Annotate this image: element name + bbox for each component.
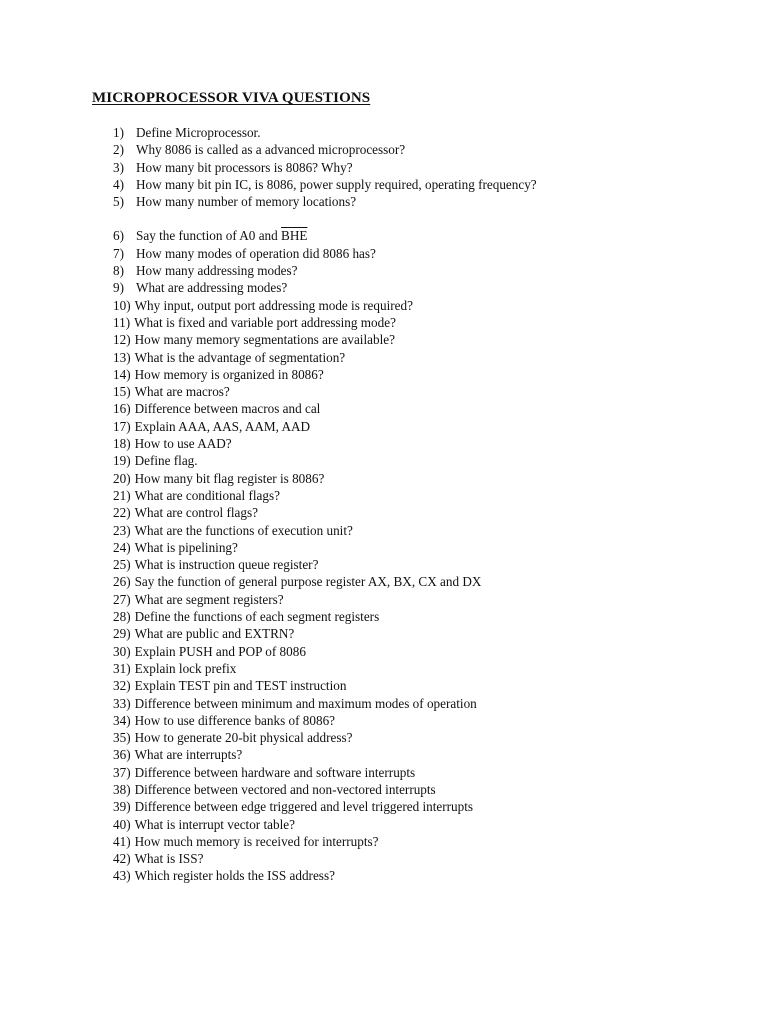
- question-number: 7): [113, 245, 124, 261]
- question-text: Define Microprocessor.: [136, 125, 261, 140]
- question-item: [113, 746, 753, 763]
- question-number: 3): [113, 159, 124, 175]
- question-number: 8): [113, 263, 124, 279]
- question-item: [113, 383, 753, 400]
- question-number: 17): [113, 418, 131, 434]
- question-text: How many bit flag register is 8086?: [134, 470, 325, 486]
- question-text: How memory is organized in 8086?: [134, 366, 324, 382]
- question-text: What are conditional flags?: [134, 487, 280, 503]
- question-list: [113, 124, 753, 885]
- question-item: [113, 435, 753, 452]
- question-item: [113, 677, 753, 694]
- question-text: What is fixed and variable port addressing mode?: [134, 314, 396, 330]
- question-text: Define the functions of each segment registers: [134, 609, 380, 625]
- question-text: Explain TEST pin and TEST instruction: [134, 678, 347, 694]
- question-number: 18): [113, 436, 131, 452]
- question-text: Define flag.: [134, 453, 198, 469]
- question-item: [113, 522, 753, 539]
- question-text: Which register holds the ISS address?: [134, 868, 335, 884]
- question-text: What is ISS?: [134, 851, 204, 867]
- question-number: 6): [113, 228, 124, 244]
- question-number: 30): [113, 643, 131, 659]
- question-text: Difference between macros and cal: [134, 401, 321, 417]
- question-item: [113, 366, 753, 383]
- question-number: 4): [113, 176, 124, 192]
- question-text: How to generate 20-bit physical address?: [134, 730, 353, 746]
- question-number: 27): [113, 591, 131, 607]
- question-item: [113, 452, 753, 469]
- question-text: Explain AAA, AAS, AAM, AAD: [134, 418, 311, 434]
- question-item: [113, 349, 753, 366]
- question-text: What are macros?: [134, 384, 230, 400]
- question-item: [113, 297, 753, 314]
- question-number: 36): [113, 747, 131, 763]
- question-item: [113, 487, 753, 504]
- question-item: [113, 625, 753, 642]
- question-number: 26): [113, 574, 131, 590]
- question-number: 42): [113, 851, 131, 867]
- question-text: [136, 228, 307, 243]
- question-number: 37): [113, 764, 131, 780]
- question-number: 15): [113, 384, 131, 400]
- question-text: Say the function of general purpose register AX, BX, CX and DX: [134, 574, 482, 590]
- question-item: [113, 159, 753, 176]
- question-text: How many bit pin IC, is 8086, power supply required, operating frequency?: [136, 176, 537, 192]
- question-number: 33): [113, 695, 131, 711]
- question-item: [113, 850, 753, 867]
- question-number: 39): [113, 799, 131, 815]
- question-text: What is instruction queue register?: [134, 557, 319, 573]
- question-number: 40): [113, 816, 131, 832]
- question-item: [113, 245, 753, 262]
- question-number: 43): [113, 868, 131, 884]
- question-number: 35): [113, 730, 131, 746]
- question-text: Explain lock prefix: [134, 660, 237, 676]
- question-number: 29): [113, 626, 131, 642]
- question-text: What is pipelining?: [134, 539, 238, 555]
- question-text: What are control flags?: [134, 505, 258, 521]
- question-number: 20): [113, 470, 131, 486]
- question-text: How many addressing modes?: [136, 263, 298, 279]
- question-text-part: Say the function of A0 and: [136, 228, 282, 244]
- question-text: What are the functions of execution unit?: [134, 522, 353, 538]
- question-number: 13): [113, 349, 131, 365]
- question-item: [113, 470, 753, 487]
- question-number: 16): [113, 401, 131, 417]
- question-number: 11): [113, 314, 131, 330]
- question-item: [113, 504, 753, 521]
- question-item: [113, 141, 753, 158]
- question-text: What are interrupts?: [134, 747, 243, 763]
- question-item: [113, 729, 753, 746]
- question-text: Why 8086 is called as a advanced microprocessor?: [136, 142, 406, 158]
- question-number: 22): [113, 505, 131, 521]
- question-item: [113, 867, 753, 884]
- question-item: [113, 331, 753, 348]
- question-text: Difference between vectored and non-vectored interrupts: [134, 781, 436, 797]
- question-item: [113, 608, 753, 625]
- question-item: [113, 556, 753, 573]
- question-item: [113, 539, 753, 556]
- question-number: 32): [113, 678, 131, 694]
- question-item: [113, 573, 753, 590]
- question-number: 10): [113, 297, 131, 313]
- question-number: 23): [113, 522, 131, 538]
- question-item: [113, 781, 753, 798]
- question-text: What is the advantage of segmentation?: [134, 349, 346, 365]
- question-item: [113, 712, 753, 729]
- question-item: [113, 124, 753, 141]
- question-item: [113, 591, 753, 608]
- question-text: What are segment registers?: [134, 591, 284, 607]
- question-number: 5): [113, 194, 124, 210]
- question-text: How much memory is received for interrupts?: [134, 833, 379, 849]
- question-item: [113, 833, 753, 850]
- question-number: 14): [113, 366, 131, 382]
- overlined-signal-name: $\overline{BHE}$: [281, 228, 308, 244]
- question-text: How many bit processors is 8086? Why?: [136, 159, 353, 175]
- question-text: How many memory segmentations are available?: [134, 332, 395, 348]
- question-item: [113, 816, 753, 833]
- question-item: [113, 418, 753, 435]
- question-text: What are addressing modes?: [136, 280, 288, 296]
- question-item: [113, 798, 753, 815]
- question-number: 12): [113, 332, 131, 348]
- question-item: [113, 262, 753, 279]
- question-text: How many modes of operation did 8086 has?: [136, 245, 376, 261]
- question-text: Difference between edge triggered and level triggered interrupts: [134, 799, 474, 815]
- question-text: Explain PUSH and POP of 8086: [134, 643, 306, 659]
- question-number: 1): [113, 125, 124, 140]
- page-title: MICROPROCESSOR VIVA QUESTIONS: [92, 90, 371, 106]
- question-text: Why input, output port addressing mode is required?: [134, 297, 413, 313]
- question-number: 24): [113, 539, 131, 555]
- question-number: 38): [113, 781, 131, 797]
- question-text: Difference between hardware and software interrupts: [134, 764, 416, 780]
- question-number: 25): [113, 557, 131, 573]
- question-number: 41): [113, 833, 131, 849]
- question-number: 28): [113, 609, 131, 625]
- question-item: [113, 314, 753, 331]
- question-item: [113, 400, 753, 417]
- question-text: Difference between minimum and maximum modes of operation: [134, 695, 477, 711]
- question-number: 34): [113, 712, 131, 728]
- question-item: [113, 193, 753, 210]
- question-text: How many number of memory locations?: [136, 194, 357, 210]
- question-number: 31): [113, 660, 131, 676]
- question-number: 19): [113, 453, 131, 469]
- question-number: 9): [113, 280, 124, 296]
- question-number: 2): [113, 142, 124, 158]
- question-text: What are public and EXTRN?: [134, 626, 295, 642]
- question-text: How to use difference banks of 8086?: [134, 712, 336, 728]
- question-text: What is interrupt vector table?: [134, 816, 295, 832]
- question-number: 21): [113, 487, 131, 503]
- question-item: [113, 695, 753, 712]
- question-item: [113, 227, 753, 244]
- question-text: How to use AAD?: [134, 436, 232, 452]
- question-item: [113, 279, 753, 296]
- question-item: [113, 176, 753, 193]
- question-item: [113, 660, 753, 677]
- question-item: [113, 643, 753, 660]
- question-item: [113, 764, 753, 781]
